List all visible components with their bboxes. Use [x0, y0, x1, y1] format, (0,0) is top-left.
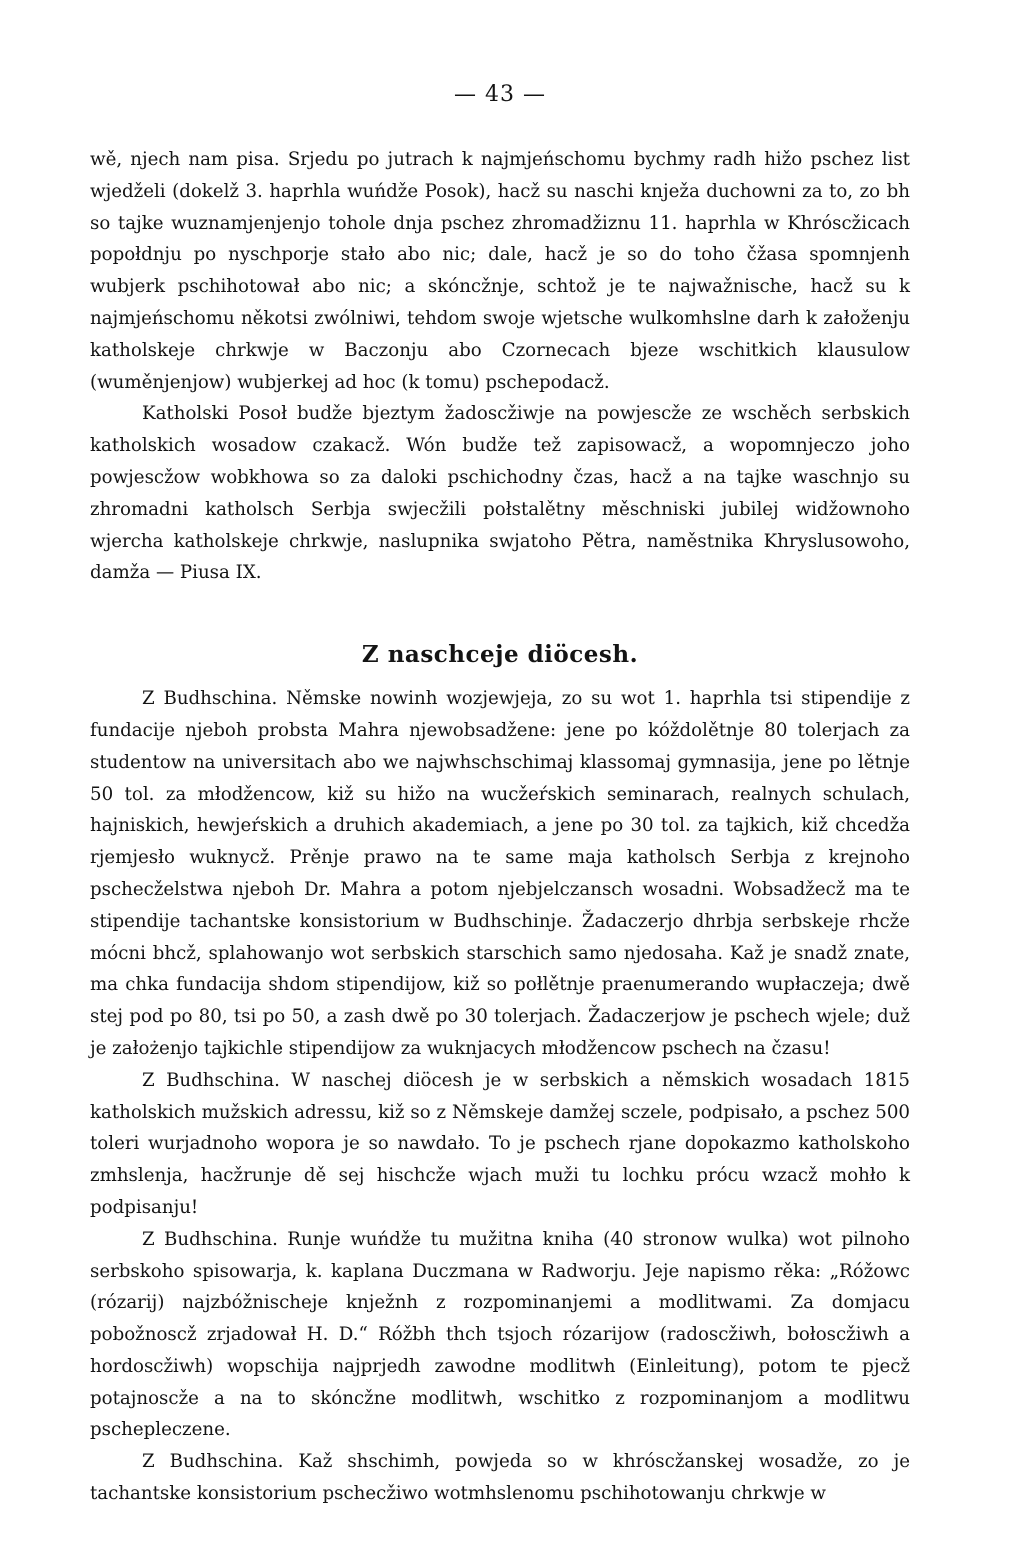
news-item: Z Budhschina. Němske nowinh wozjewjeja, zo su wot 1. haprhla tsi stipendije z fundacije njeboh probsta Mahra njewobsadžene: jene po kóždolětnje 80 tolerjach za studentow na universitach abo we najwhschschimaj klassomaj gymnasija, jene po lětnje 50 tol. za młodžencow, kiž su hižo na wucžeŕskich seminarach, realnych schulach, hajniskich, hewjeŕskich a druhich akademiach, a jene po 30 tol. za tajkich, kiž chcedža rjemjesło wuknycž. Prěnje prawo na te same maja katholsch Serbja z krejnoho pschecželstwa njeboh Dr. Mahra a potom njebjelczansch wosadni. Wobsadžecž ma te stipendije tachantske konsistorium w Budhschinje. Žadaczerjo dhrbja serbskeje rhcže mócni bhcž, splahowanjo wot serbskich starschich samo njedosaha. Kaž je snadž znate, ma chka fundacija shdom stipendijow, kiž so połlětnje praenumerando wupłaczeja; dwě stej pod po 80, tsi po 50, a zash dwě po 30 tolerjach. Žadaczerjow je pschech wjele; duž je założenjo tajkichle stipendijow za wuknjacych młodžencow pschech na čzasu!	[90, 688, 910, 1059]
news-item: Z Budhschina. Kaž shschimh, powjeda so w khróscžanskej wosadže, zo je tachantske konsistorium pschecžiwo wotmhslenomu pschihotowanju chrkwje w	[90, 1451, 910, 1505]
scanned-page	[90, 80, 910, 1510]
page-number: — 43 —	[454, 82, 546, 107]
paragraph: Katholski Posoł budže bjeztym žadoscžiwje na powjescže ze wschěch serbskich katholskich wosadow czakacž. Wón budže tež zapisowacž, a wopomnjeczo joho powjescžow wobkhowa so za daloki pschichodny čzas, hacž a na tajke waschnjo su zhromadni katholsch Serbja swjecžili połstalětny měschniski jubilej widžownoho wjercha katholskeje chrkwje, naslupnika swjatoho Pětra, naměstnika Khryslusowoho, damža — Piusa IX.	[90, 403, 910, 584]
section-heading: Z naschceje diöcesh.	[361, 641, 639, 669]
paragraph: wě, njech nam pisa. Srjedu po jutrach k najmjeńschomu bychmy radh hižo pschez list wjedželi (dokelž 3. haprhla wuńdže Posok), hacž su naschi knježa duchowni za to, zo bh so tajke wuznamjenjenjo tohole dnja pschez zhromadžiznu 11. haprhla w Khróscžicach popołdnju po nyschporje stało abo nic; dale, hacž je so do toho čžasa spomnjenh wubjerk pschihotował abo nic; a skóncžnje, schtož je te najwažnische, hacž su k najmjeńschomu někotsi zwólniwi, tehdom swoje wjetsche wulkomhslne darh k załoženju katholskeje chrkwje w Baczonju abo Czornecach bjeze wschitkich klausulow (wuměnjenjow) wubjerkej ad hoc (k tomu) pschepodacž.	[90, 149, 910, 393]
news-item: Z Budhschina. Runje wuńdže tu mužitna kniha (40 stronow wulka) wot pilnoho serbskoho spisowarja, k. kaplana Duczmana w Radworju. Jeje napismo rěka: „Róžowc (rózarij) najzbóžnischeje knježnh z rozpominanjemi a modlitwami. Za domjacu pobožnoscž zrjadował H. D.“ Róžbh thch tsjoch rózarijow (radoscžiwh, bołoscžiwh a hordoscžiwh) wopschija najprjedh zawodne modlitwh (Einleitung), potom te pjecž potajnoscže a na to skóncžne modlitwh, wschitko z rozpominanjom a modlitwu pschepleczene.	[90, 1228, 910, 1441]
news-item: Z Budhschina. W naschej diöcesh je w serbskich a němskich wosadach 1815 katholskich mužskich adressu, kiž so z Němskeje damžej sczele, podpisało, a pschez 500 toleri wurjadnoho wopora je so nawdało. To je pschech rjane dopokazmo katholskoho zmhslenja, hacžrunje dě sej hischcže wjach muži tu lochku prócu wzacž mohło k podpisanju!	[90, 1069, 910, 1218]
